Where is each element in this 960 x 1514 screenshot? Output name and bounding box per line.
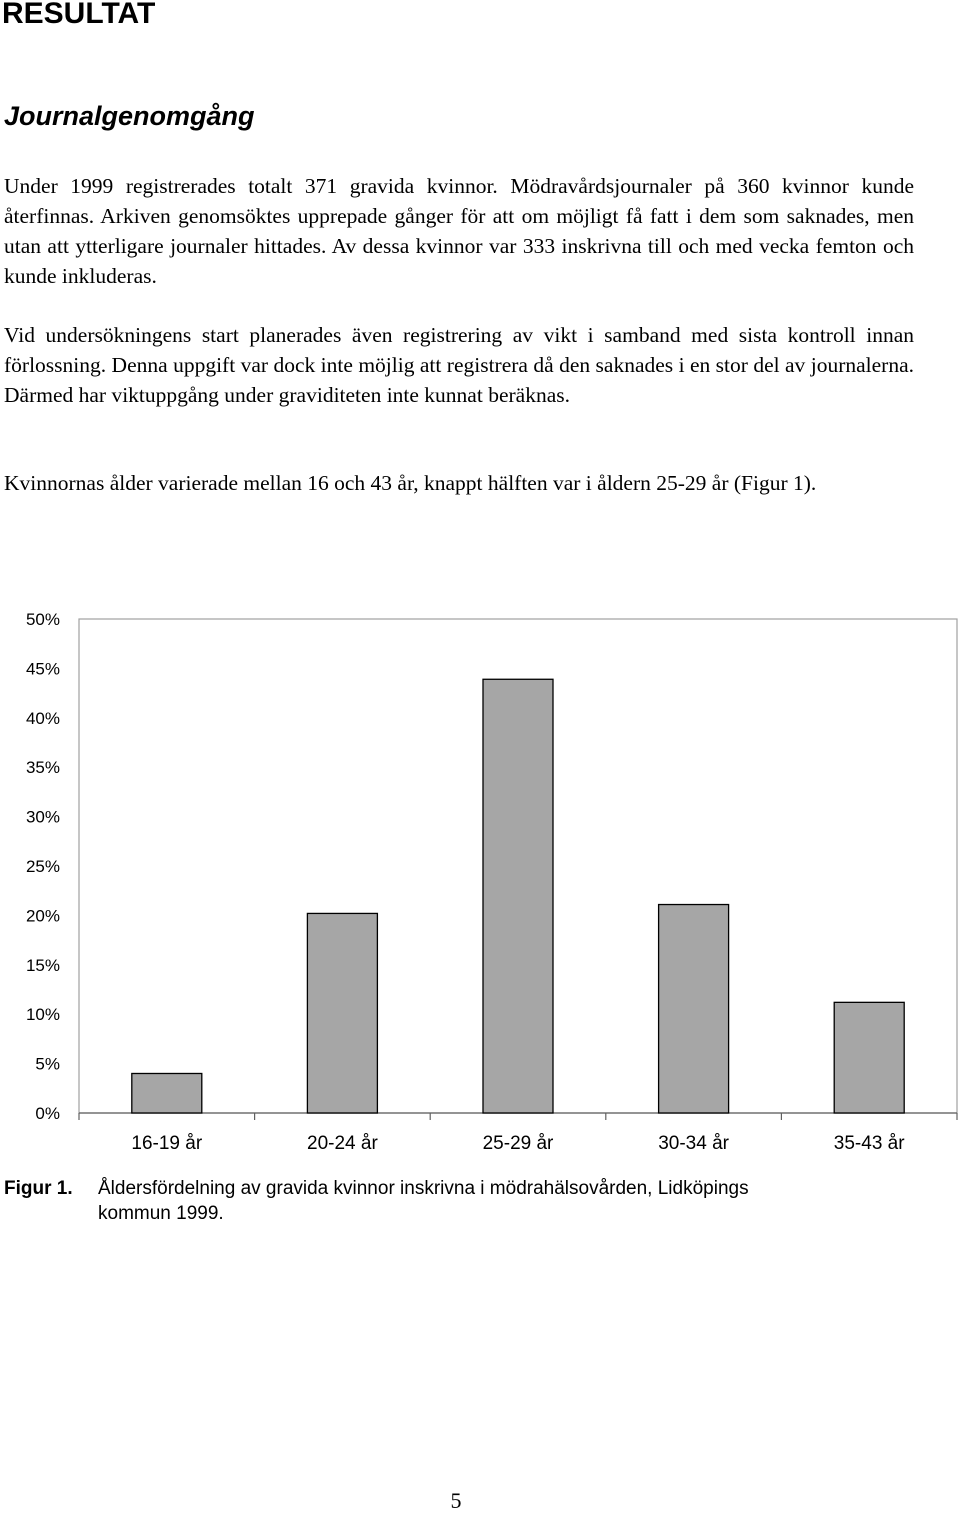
y-tick-label: 15%	[25, 955, 60, 975]
paragraph-records: Under 1999 registrerades totalt 371 gravida kvinnor. Mödravårdsjournaler på 360 kvinnor kunde återfinnas. Arkiven genomsöktes upprepade gånger för att om möjligt få fatt i dem som saknades, men utan att ytterligare journaler hittades. Av dessa kvinnor var 333 inskrivna till och med vecka femton och kunde inkluderas.	[4, 174, 914, 288]
bar	[659, 905, 729, 1113]
y-tick-label: 0%	[35, 1104, 60, 1123]
y-tick-label: 25%	[25, 857, 60, 876]
x-tick-label: 35-43 år	[833, 1133, 905, 1154]
y-tick-label: 10%	[25, 1005, 60, 1025]
bars	[132, 679, 904, 1113]
age-distribution-chart	[0, 600, 960, 1170]
x-tick-label: 16-19 år	[131, 1133, 203, 1154]
x-tick-label: 30-34 år	[658, 1133, 729, 1154]
y-axis-ticks	[26, 610, 60, 1123]
y-tick-label: 5%	[35, 1054, 60, 1074]
figure-caption-text: Åldersfördelning av gravida kvinnor inskrivna i mödrahälsovården, Lidköpings kommun 1999.	[98, 1178, 749, 1224]
page-number: 5	[450, 1488, 462, 1513]
y-tick-label: 45%	[25, 659, 60, 679]
paragraph-weight: Vid undersökningens start planerades även registrering av vikt i samband med sista kontroll innan förlossning. Denna uppgift var dock inte möjlig att registrera då den saknades i en stor del av journalerna. Därmed har viktuppgång under graviditeten inte kunnat beräknas.	[4, 323, 914, 407]
y-tick-label: 20%	[25, 906, 60, 926]
x-axis-ticks	[79, 1113, 957, 1154]
x-tick-label: 25-29 år	[482, 1133, 554, 1154]
section-heading: Journalgenomgång	[4, 101, 255, 131]
paragraph-age: Kvinnornas ålder varierade mellan 16 och 43 år, knappt hälften var i åldern 25-29 år (Figur 1).	[4, 471, 817, 495]
y-tick-label: 35%	[25, 758, 60, 778]
bar	[307, 913, 377, 1113]
y-tick-label: 50%	[25, 610, 60, 629]
bar	[483, 679, 553, 1113]
y-tick-label: 30%	[25, 807, 60, 827]
x-tick-label: 20-24 år	[307, 1133, 378, 1154]
figure-number: Figur 1.	[4, 1178, 73, 1199]
page-heading: RESULTAT	[2, 0, 156, 30]
y-tick-label: 40%	[25, 708, 60, 728]
bar	[132, 1073, 202, 1113]
bar	[834, 1002, 904, 1113]
